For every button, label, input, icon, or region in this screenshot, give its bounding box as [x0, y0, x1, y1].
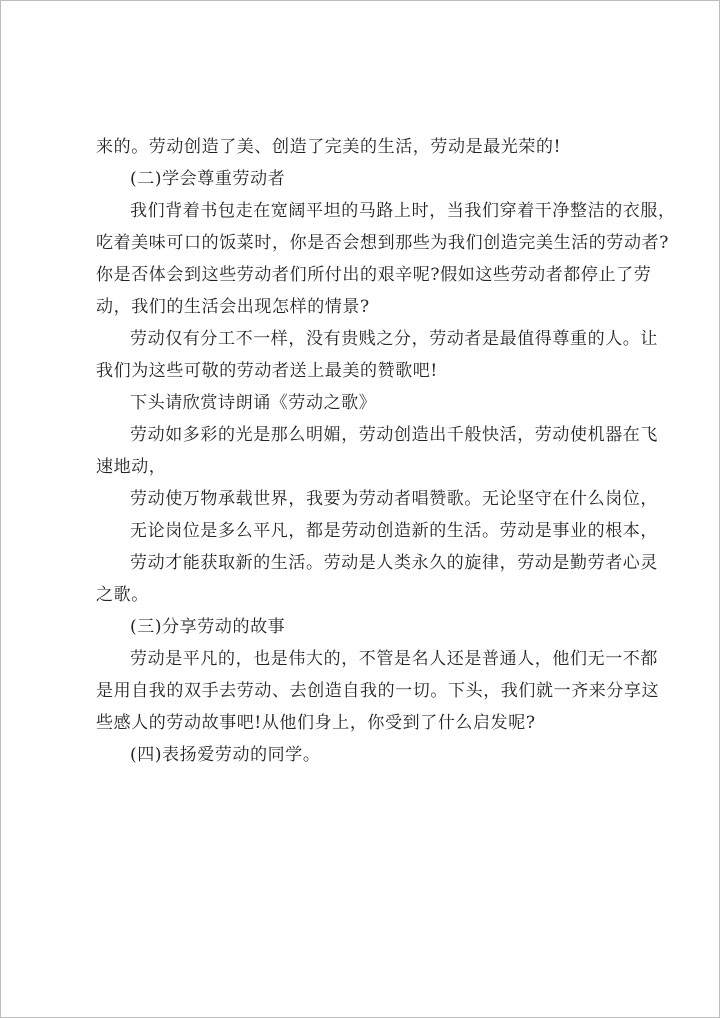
poem-line: 劳动才能获取新的生活。劳动是人类永久的旋律，劳动是勤劳者心灵	[130, 553, 658, 573]
paragraph-line: 劳动是平凡的，也是伟大的，不管是名人还是普通人，他们无一不都	[130, 649, 658, 669]
poem-line: 劳动使万物承载世界，我要为劳动者唱赞歌。无论坚守在什么岗位，	[130, 489, 658, 509]
poem-line: 之歌。	[96, 585, 149, 605]
paragraph-line: 些感人的劳动故事吧!从他们身上，你受到了什么启发呢?	[96, 713, 536, 733]
section-heading: (三)分享劳动的故事	[130, 617, 286, 637]
paragraph-line: 来的。劳动创造了美、创造了完美的生活，劳动是最光荣的!	[96, 137, 562, 157]
paragraph-line: 我们为这些可敬的劳动者送上最美的赞歌吧!	[96, 361, 438, 381]
document-body	[96, 131, 676, 771]
section-heading: (二)学会尊重劳动者	[130, 169, 286, 189]
paragraph-line: 劳动仅有分工不一样，没有贵贱之分，劳动者是最值得尊重的人。让	[130, 329, 658, 349]
paragraph-line: 下头请欣赏诗朗诵《劳动之歌》	[130, 393, 377, 413]
section-heading: (四)表扬爱劳动的同学。	[130, 745, 321, 765]
poem-line: 速地动，	[96, 457, 167, 477]
paragraph-line: 吃着美味可口的饭菜时，你是否会想到那些为我们创造完美生活的劳动者?	[96, 233, 669, 253]
paragraph-line: 你是否体会到这些劳动者们所付出的艰辛呢?假如这些劳动者都停止了劳	[96, 265, 652, 285]
paragraph-line: 是用自我的双手去劳动、去创造自我的一切。下头，我们就一齐来分享这	[96, 681, 660, 701]
paragraph-line: 我们背着书包走在宽阔平坦的马路上时，当我们穿着干净整洁的衣服，	[130, 201, 676, 221]
poem-line: 无论岗位是多么平凡，都是劳动创造新的生活。劳动是事业的根本，	[130, 521, 658, 541]
paragraph-line: 动，我们的生活会出现怎样的情景?	[96, 297, 370, 317]
poem-line: 劳动如多彩的光是那么明媚，劳动创造出千般快活，劳动使机器在飞	[130, 425, 658, 445]
